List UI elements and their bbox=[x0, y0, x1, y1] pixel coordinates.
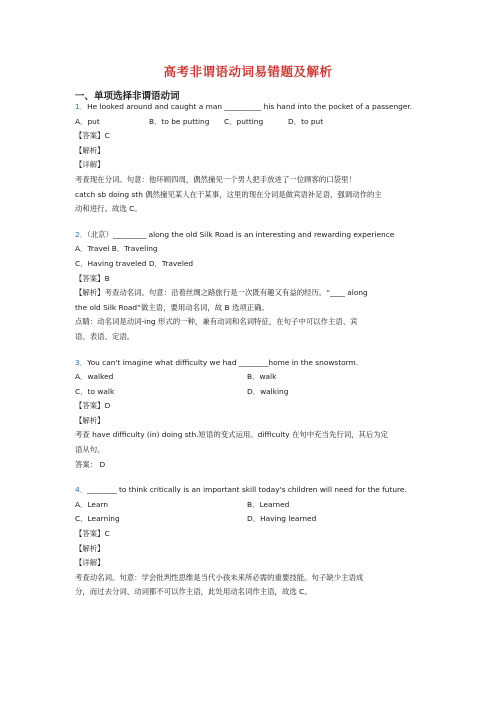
question-1-stem: 1．He looked around and caught a man __________ his hand into the pocket of a passenger. bbox=[75, 102, 413, 111]
option: C．to walk bbox=[75, 386, 115, 396]
explanation-line: 语、表语、定语。 bbox=[75, 331, 135, 341]
explanation-line: 语从句。 bbox=[75, 445, 105, 455]
question-2-options-row-1: A．Travel B．Traveling bbox=[75, 244, 158, 254]
document-body bbox=[75, 100, 425, 600]
option: B．to be putting bbox=[149, 116, 210, 126]
analysis-label: 【解析】 bbox=[75, 415, 105, 425]
answer: 【答案】C bbox=[75, 131, 110, 141]
option: B．walk bbox=[247, 372, 277, 382]
explanation-line: 考查现在分词。句意：他环顾四周，偶然撞见一个男人把手放进了一位顾客的口袋里！ bbox=[75, 174, 356, 184]
option: A．put bbox=[75, 116, 100, 126]
question-1-options bbox=[75, 115, 425, 130]
explanation-line: 考查动名词。句意：学会批判性思维是当代小孩未来所必需的重要技能。句子缺少主语成 bbox=[75, 572, 364, 582]
answer: 【答案】D bbox=[75, 401, 111, 411]
detail-label: 【详解】 bbox=[75, 558, 105, 568]
analysis-label: 【解析】 bbox=[75, 145, 105, 155]
option: B．Learned bbox=[247, 499, 290, 509]
question-4-options-row-1 bbox=[75, 498, 425, 513]
section-heading: 一、单项选择非谓语动词 bbox=[75, 91, 180, 102]
analysis-label: 【解析】 bbox=[75, 543, 105, 553]
explanation-line: 点睛：动名词是动词-ing 形式的一种，兼有动词和名词特征，在句子中可以作主语、宾 bbox=[75, 317, 358, 327]
explanation-line: 答案： D bbox=[75, 459, 106, 469]
option: D．walking bbox=[247, 386, 289, 396]
explanation-line: 分，而过去分词、动词都不可以作主语，此处用动名词作主语，故选 C。 bbox=[75, 587, 312, 597]
detail-label: 【详解】 bbox=[75, 160, 105, 170]
option: A．walked bbox=[75, 372, 114, 382]
option: C．Learning bbox=[75, 514, 120, 524]
explanation-line: the old Silk Road”做主语，要用动名词，故 B 选项正确。 bbox=[75, 302, 269, 312]
question-3-options-row-2 bbox=[75, 385, 425, 400]
question-2-options-row-2: C．Having traveled D．Traveled bbox=[75, 258, 194, 268]
question-2-stem: 2．（北京）_________ along the old Silk Road is an interesting and rewarding experience bbox=[75, 229, 395, 239]
option: D．Having learned bbox=[247, 514, 317, 524]
explanation-line: 考查 have difficulty (in) doing sth.短语的变式运用。difficulty 在句中充当先行词，其后为定 bbox=[75, 430, 389, 440]
document-title: 高考非谓语动词易错题及解析 bbox=[163, 64, 333, 79]
explanation-line: 动和进行。故选 C。 bbox=[75, 204, 142, 214]
option: D．to put bbox=[288, 116, 324, 126]
answer: 【答案】C bbox=[75, 529, 110, 539]
question-4-stem: 4．________ to think critically is an important skill today's children will need for the future. bbox=[75, 485, 407, 495]
option: A．Learn bbox=[75, 499, 109, 509]
answer: 【答案】B bbox=[75, 273, 110, 283]
explanation-line: 【解析】考查动名词。句意：沿着丝绸之路旅行是一次既有趣又有益的经历。“____ along bbox=[75, 288, 368, 298]
question-4-options-row-2 bbox=[75, 512, 425, 527]
question-3-stem: 3．You can't imagine what difficulty we had ________home in the snowstorm. bbox=[75, 357, 359, 367]
option: C．putting bbox=[224, 116, 264, 126]
question-3-options-row-1 bbox=[75, 370, 425, 385]
explanation-line: catch sb doing sth 偶然撞见某人在干某事，这里的现在分词是做宾语补足语，强调动作的主 bbox=[75, 189, 382, 199]
